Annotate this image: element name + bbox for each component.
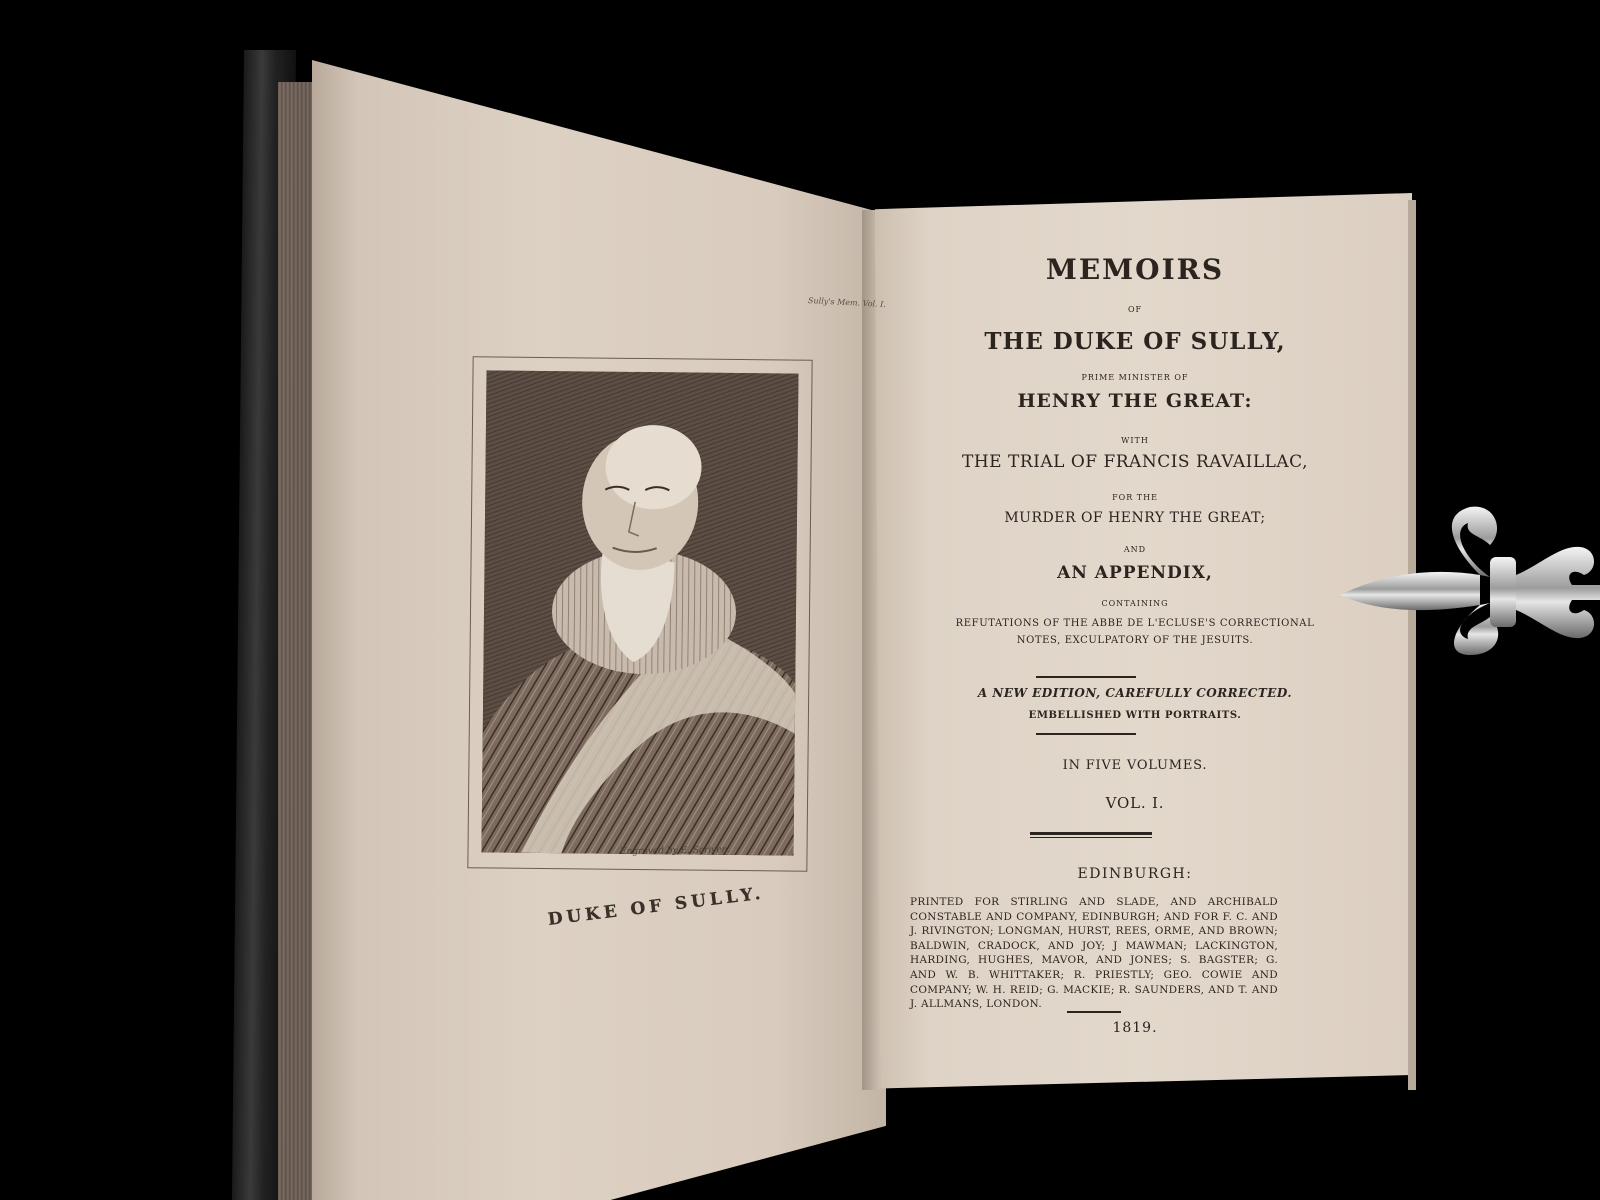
title-subject: THE DUKE OF SULLY, [984, 328, 1286, 355]
title-prime-minister: PRIME MINISTER OF [1081, 373, 1189, 382]
year-rule [1067, 1011, 1121, 1013]
title-trial: THE TRIAL OF FRANCIS RAVAILLAC, [962, 452, 1308, 472]
title-and: AND [1123, 545, 1147, 554]
portrait-engraving [481, 370, 798, 855]
title-appendix: AN APPENDIX, [1057, 563, 1213, 583]
imprint-city: EDINBURGH: [1077, 866, 1193, 882]
double-rule [1030, 837, 1152, 838]
volume-number: VOL. I. [1105, 794, 1165, 812]
imprint-text: PRINTED FOR STIRLING AND SLADE, AND ARCHIBALD CONSTABLE AND COMPANY, EDINBURGH; AND FOR F. C. AND J. RIVINGTON; LONGMAN, HURST, REES, ORME, AND BROWN; BALDWIN, CRADOCK, AND JOY; J MAWMAN; LACKINGTON, HARDING, HUGHES, MAVOR, AND JONES; S. BAGSTER; G. AND W. B. WHITTAKER; R. PRIESTLY; GEO. COWIE AND COMPANY; W. H. REID; G. MACKIE; R. SAUNDERS, AND T. AND J. ALLMANS, LONDON. [910, 896, 1278, 1011]
double-rule [1030, 832, 1152, 835]
divider-rule [1036, 733, 1136, 735]
title-of: OF [1127, 305, 1143, 314]
publication-year: 1819. [1112, 1020, 1158, 1036]
edition-line: A NEW EDITION, CAREFULLY CORRECTED. [977, 686, 1293, 700]
portrait-illustration [481, 370, 798, 855]
volumes-line: IN FIVE VOLUMES. [1062, 758, 1208, 773]
title-murder: MURDER OF HENRY THE GREAT; [1004, 510, 1266, 526]
plate-note: Sully's Mem. Vol. I. [807, 295, 887, 310]
portrait-caption: DUKE OF SULLY. [546, 883, 766, 930]
title-with: WITH [1121, 436, 1149, 445]
engraver-credit: Engraved by E. Scriven. [619, 845, 731, 857]
title-refutations-line-2: NOTES, EXCULPATORY OF THE JESUITS. [1016, 635, 1254, 646]
title-king: HENRY THE GREAT: [1017, 390, 1253, 412]
divider-rule [1036, 676, 1136, 678]
embellished-line: EMBELLISHED WITH PORTRAITS. [1028, 710, 1242, 721]
title-for-the: FOR THE [1112, 493, 1158, 502]
bookmark-illustration [1340, 505, 1600, 655]
book-title: MEMOIRS [1045, 253, 1225, 286]
title-refutations-line-1: REFUTATIONS OF THE ABBE DE L'ECLUSE'S CORRECTIONAL [955, 618, 1315, 629]
fleur-de-lis-icon [1340, 505, 1600, 655]
title-containing: CONTAINING [1101, 599, 1169, 608]
